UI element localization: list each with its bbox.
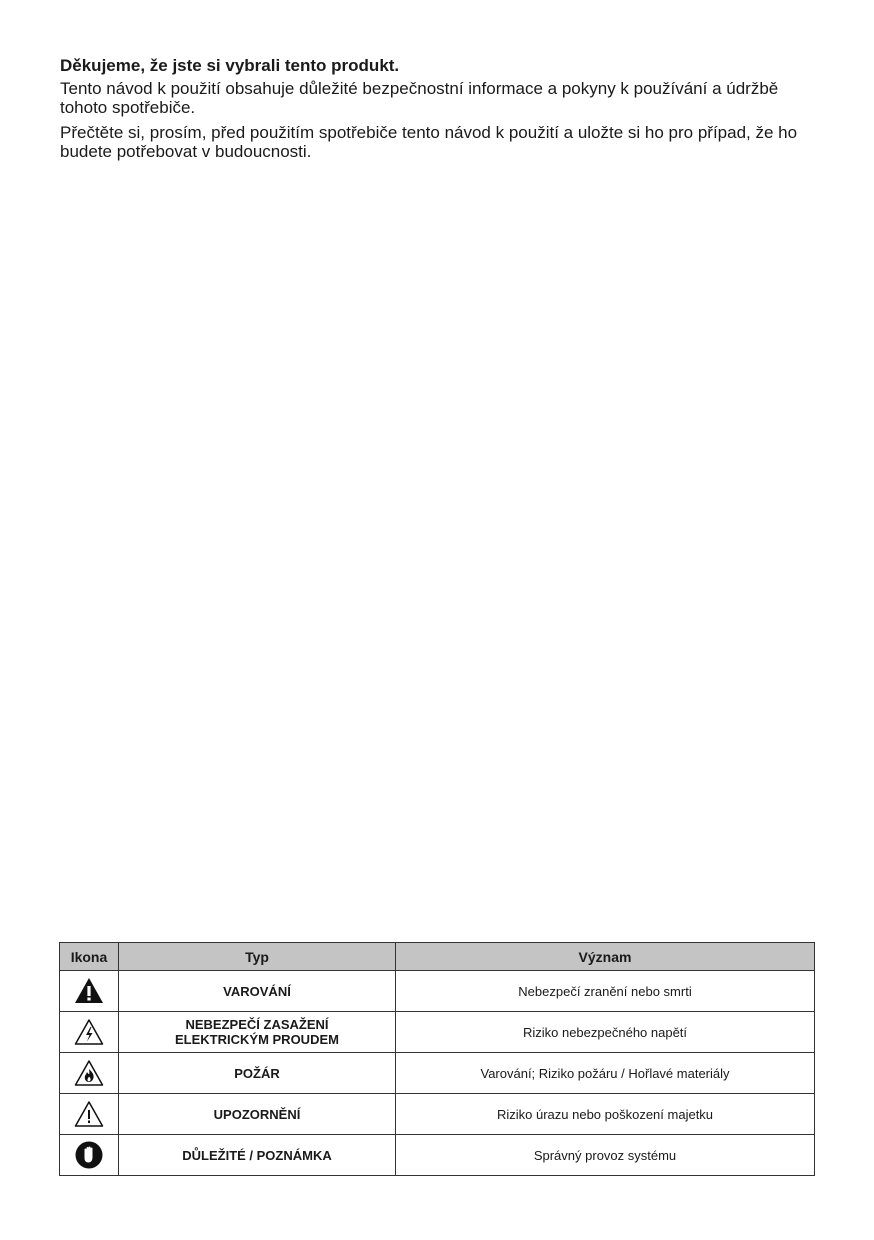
table-row xyxy=(60,1053,815,1094)
table-header-row xyxy=(60,943,815,971)
type-cell: DŮLEŽITÉ / POZNÁMKA xyxy=(119,1135,396,1176)
type-cell: UPOZORNĚNÍ xyxy=(119,1094,396,1135)
header-icon: Ikona xyxy=(60,943,119,971)
icon-cell xyxy=(60,971,119,1012)
meaning-cell: Riziko úrazu nebo poškození majetku xyxy=(396,1094,815,1135)
safety-symbols-table xyxy=(59,942,815,1176)
intro-text xyxy=(60,56,830,167)
header-meaning: Význam xyxy=(396,943,815,971)
intro-lead: Děkujeme, že jste si vybrali tento produkt. xyxy=(60,56,400,75)
table-row xyxy=(60,1012,815,1053)
icon-cell xyxy=(60,1094,119,1135)
intro-paragraph-2: Přečtěte si, prosím, před použitím spotřebiče tento návod k použití a uložte si ho pro případ, že ho budete potřebovat v budoucnosti. xyxy=(60,123,798,161)
type-cell: NEBEZPEČÍ ZASAŽENÍ ELEKTRICKÝM PROUDEM xyxy=(119,1012,396,1053)
table-row xyxy=(60,1135,815,1176)
meaning-cell: Varování; Riziko požáru / Hořlavé materiály xyxy=(396,1053,815,1094)
icon-cell xyxy=(60,1135,119,1176)
table-row xyxy=(60,1094,815,1135)
meaning-cell: Riziko nebezpečného napětí xyxy=(396,1012,815,1053)
type-cell: VAROVÁNÍ xyxy=(119,971,396,1012)
icon-cell xyxy=(60,1012,119,1053)
meaning-cell: Správný provoz systému xyxy=(396,1135,815,1176)
meaning-cell: Nebezpečí zranění nebo smrti xyxy=(396,971,815,1012)
icon-cell xyxy=(60,1053,119,1094)
caution-icon xyxy=(74,1099,104,1129)
warning-filled-icon xyxy=(74,976,104,1006)
hand-stop-icon xyxy=(74,1140,104,1170)
header-type: Typ xyxy=(119,943,396,971)
fire-icon xyxy=(74,1058,104,1088)
electric-shock-icon xyxy=(74,1017,104,1047)
type-cell: POŽÁR xyxy=(119,1053,396,1094)
table-row xyxy=(60,971,815,1012)
intro-paragraph-1: Tento návod k použití obsahuje důležité bezpečnostní informace a pokyny k používání a údržbě tohoto spotřebiče. xyxy=(60,79,779,117)
